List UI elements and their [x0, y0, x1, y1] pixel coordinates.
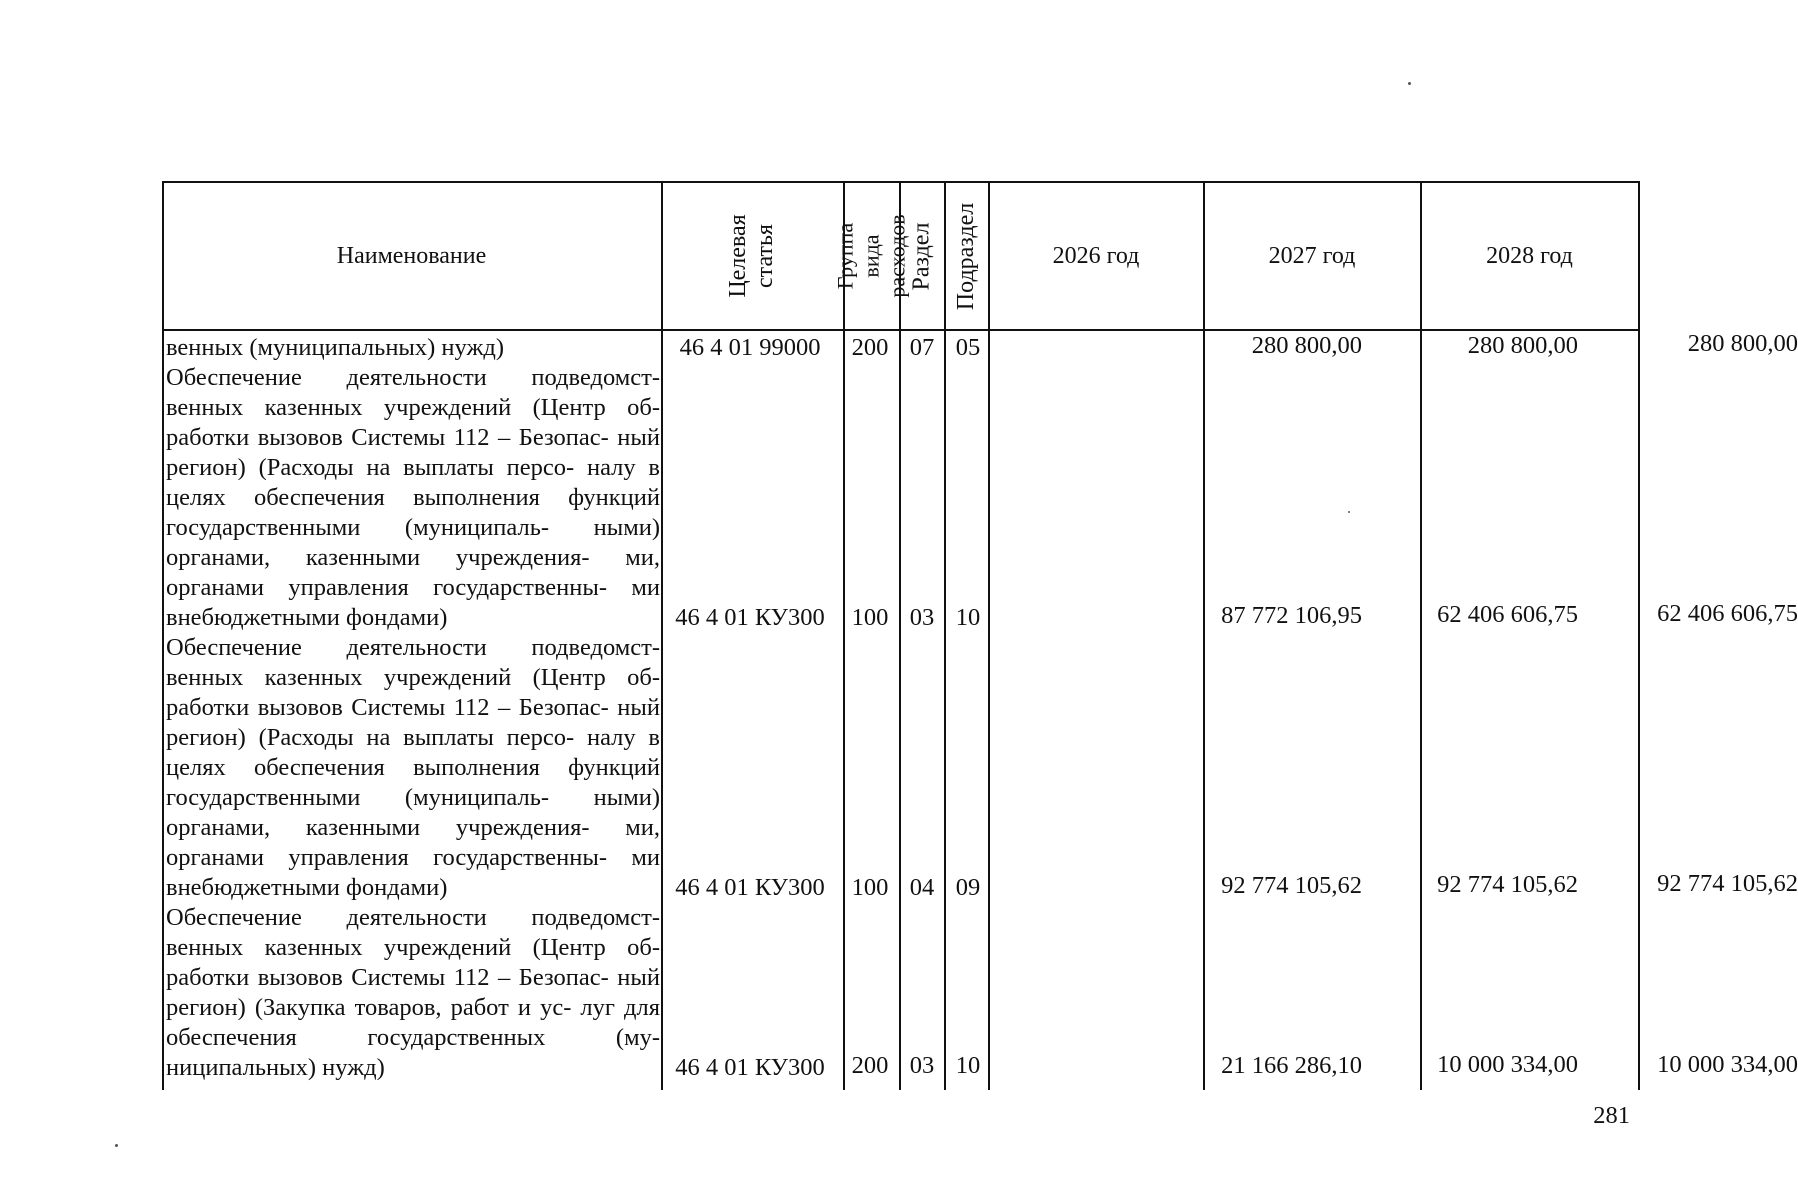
row-amount-2028: 92 774 105,62: [1657, 870, 1798, 897]
scan-speck: [1348, 511, 1350, 513]
row-subsection: 10: [955, 1052, 981, 1079]
row-section: 07: [909, 334, 935, 361]
row-amount-2028: 10 000 334,00: [1657, 1051, 1798, 1078]
row-name: венных (муниципальных) нужд): [166, 334, 505, 361]
table-row: [162, 363, 1798, 633]
row-expense-group: 200: [851, 334, 889, 361]
row-subsection: 05: [955, 334, 981, 361]
page-number: 281: [1593, 1102, 1630, 1129]
row-target-article: 46 4 01 КУ300: [675, 874, 825, 901]
row-amount-2027: 62 406 606,75: [1437, 601, 1578, 628]
row-name: Обеспечение деятельности подведомст- венных казенных учреждений (Центр об- работки вызовов Системы 112 – Безопас- ный регион) (Расходы на выплаты персо- налу в целях обеспечения выполнения функций государственными (муниципаль- ными) органами, казенными учреждения- ми, органами управления государственны- ми внебюджетными фондами): [166, 364, 660, 631]
row-amount-2028: 62 406 606,75: [1657, 600, 1798, 627]
row-section: 03: [909, 1052, 935, 1079]
row-amount-2027: 92 774 105,62: [1437, 871, 1578, 898]
row-subsection: 10: [955, 604, 981, 631]
row-section: 03: [909, 604, 935, 631]
table-row: [162, 633, 1798, 903]
row-expense-group: 200: [851, 1052, 889, 1079]
row-amount-2026: 87 772 106,95: [1221, 602, 1362, 629]
header-expense-group: Группа вида расходов: [832, 214, 910, 298]
row-name: Обеспечение деятельности подведомст- венных казенных учреждений (Центр об- работки вызовов Системы 112 – Безопас- ный регион) (Расходы на выплаты персо- налу в целях обеспечения выполнения функций государственными (муниципаль- ными) органами, казенными учреждения- ми, органами управления государственны- ми внебюджетными фондами): [166, 634, 660, 901]
table-row: [162, 330, 1798, 363]
row-expense-group: 100: [851, 604, 889, 631]
header-target-article: Целевая статья: [725, 214, 778, 298]
row-amount-2027: 280 800,00: [1467, 332, 1578, 359]
row-amount-2026: 21 166 286,10: [1221, 1052, 1362, 1079]
header-name: Наименование: [336, 243, 487, 269]
table-row: [162, 903, 1798, 1083]
header-year-2026: 2026 год: [1052, 243, 1140, 269]
row-expense-group: 100: [851, 874, 889, 901]
header-section: Раздел: [908, 222, 935, 290]
row-name: Обеспечение деятельности подведомст- венных казенных учреждений (Центр об- работки вызовов Системы 112 – Безопас- ный регион) (Закупка товаров, работ и ус- луг для обеспечения государственных (му- ниципальных) нужд): [166, 904, 660, 1081]
row-target-article: 46 4 01 КУ300: [675, 1054, 825, 1081]
row-target-article: 46 4 01 КУ300: [675, 604, 825, 631]
row-amount-2028: 280 800,00: [1687, 330, 1798, 357]
header-subsection: Подраздел: [953, 202, 980, 310]
row-amount-2026: 92 774 105,62: [1221, 872, 1362, 899]
row-amount-2027: 10 000 334,00: [1437, 1051, 1578, 1078]
row-section: 04: [909, 874, 935, 901]
scan-speck: [115, 1144, 118, 1147]
row-target-article: 46 4 01 99000: [679, 334, 821, 361]
row-amount-2026: 280 800,00: [1251, 332, 1362, 359]
header-year-2027: 2027 год: [1268, 243, 1356, 269]
row-subsection: 09: [955, 874, 981, 901]
header-year-2028: 2028 год: [1486, 243, 1573, 269]
scan-speck: [1408, 82, 1411, 85]
